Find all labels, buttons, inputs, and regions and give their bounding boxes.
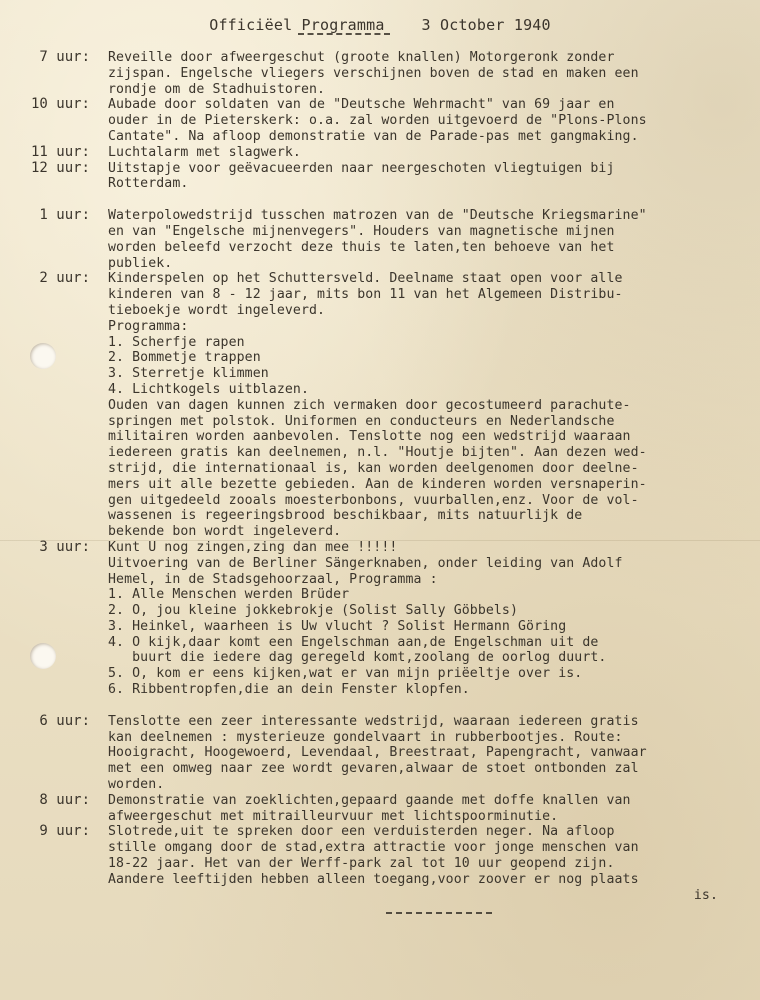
entry-time: 11 uur: [30, 143, 90, 160]
entry-line: Uitvoering van de Berliner Sängerknaben, onder leiding van Adolf [108, 555, 623, 571]
entry-line: strijd, die internationaal is, kan worden deelgenomen door deelne- [108, 460, 639, 476]
entry-line: mers uit alle bezette gebieden. Aan de kinderen worden versnaperin- [108, 476, 647, 492]
program-entry [0, 50, 760, 97]
entry-line: Reveille door afweergeschut (groote knallen) Motorgeronk zonder [108, 50, 615, 65]
entry-line: afweergeschut met mitrailleurvuur met lichtspoorminutie. [108, 808, 559, 824]
title-underline [298, 33, 390, 35]
program-entry [0, 824, 760, 903]
entry-line: 1. Alle Menschen werden Brüder [108, 587, 350, 603]
entry-line: stille omgang door de stad,extra attractie voor jonge menschen van [108, 840, 639, 856]
entry-text [108, 50, 748, 97]
entry-time: 1 uur: [39, 207, 90, 224]
entry-line: Uitstapje voor geëvacueerden naar neergeschoten vliegtuigen bij [108, 160, 615, 176]
document-title: Officiëel Programma 3 October 1940 [209, 16, 551, 34]
entry-text [108, 208, 748, 271]
program-entry [0, 793, 760, 825]
entry-line: 4. Lichtkogels uitblazen. [108, 381, 309, 397]
entry-line: Hemel, in de Stadsgehoorzaal, Programma : [108, 571, 438, 587]
entry-line: Demonstratie van zoeklichten,gepaard gaande met doffe knallen van [108, 792, 631, 808]
entry-line: 3. Sterretje klimmen [108, 366, 269, 382]
entry-line: worden. [108, 777, 165, 793]
entry-time: 9 uur: [39, 823, 90, 840]
entry-line: Cantate". Na afloop demonstratie van de Parade-pas met gangmaking. [108, 128, 639, 144]
program-entry [0, 97, 760, 144]
entry-line: Programma: [108, 318, 189, 334]
entry-time: 8 uur: [39, 791, 90, 808]
entry-line: 18-22 jaar. Het van der Werff-park zal tot 10 uur geopend zijn. [108, 856, 615, 872]
entry-text [108, 793, 748, 825]
entry-line: Tenslotte een zeer interessante wedstrijd, waaraan iedereen gratis [108, 713, 639, 729]
entry-time: 3 uur: [39, 538, 90, 555]
entry-text [108, 824, 748, 903]
entry-time: 7 uur: [39, 49, 90, 65]
entry-time: 10 uur: [30, 96, 90, 113]
entry-line: worden beleefd verzocht deze thuis te laten,ten behoeve van het [108, 239, 615, 255]
entry-line: militairen worden aanbevolen. Tenslotte nog een wedstrijd waaraan [108, 429, 631, 445]
entry-line: Waterpolowedstrijd tusschen matrozen van de "Deutsche Kriegsmarine" [108, 208, 647, 224]
entry-time: 6 uur: [39, 712, 90, 729]
program-list [0, 50, 760, 903]
entry-line: publiek. [108, 255, 173, 271]
entry-line: 2. O, jou kleine jokkebrokje (Solist Sally Göbbels) [108, 603, 519, 619]
entry-line: 1. Scherfje rapen [108, 334, 245, 350]
entry-time: 12 uur: [30, 159, 90, 176]
entry-line: 2. Bommetje trappen [108, 350, 261, 366]
entry-line: buurt die iedere dag geregeld komt,zoolang de oorlog duurt. [108, 650, 607, 666]
entry-line: Hooigracht, Hoogewoerd, Levendaal, Breestraat, Papengracht, vanwaar [108, 745, 647, 761]
entry-line: 3. Heinkel, waarheen is Uw vlucht ? Solist Hermann Göring [108, 618, 567, 634]
entry-line: rondje om de Stadhuistoren. [108, 81, 326, 97]
entry-line: Kunt U nog zingen,zing dan mee !!!!! [108, 539, 398, 555]
program-entry [0, 161, 760, 193]
entry-line: wassenen is regeeringsbrood beschikbaar, mits natuurlijk de [108, 508, 583, 524]
entry-line: 6. Ribbentropfen,die an dein Fenster klopfen. [108, 682, 470, 698]
entry-line: springen met polstok. Uniformen en conducteurs en Nederlandsche [108, 413, 615, 429]
entry-line: 4. O kijk,daar komt een Engelschman aan,de Engelschman uit de [108, 634, 599, 650]
entry-text [108, 161, 748, 193]
entry-text [108, 97, 748, 144]
entry-time: 2 uur: [39, 270, 90, 287]
entry-line: Kinderspelen op het Schuttersveld. Deelname staat open voor alle [108, 271, 623, 287]
program-entry [0, 540, 760, 698]
entry-line: 5. O, kom er eens kijken,wat er van mijn priëeltje over is. [108, 666, 583, 682]
entry-line: Rotterdam. [108, 176, 189, 192]
entry-line: zijspan. Engelsche vliegers verschijnen boven de stad en maken een [108, 65, 639, 81]
program-entry [0, 271, 760, 540]
program-entry [0, 145, 760, 161]
closing-rule [386, 912, 492, 914]
entry-line: met een omweg naar zee wordt gevaren,alwaar de stoet ontbonden zal [108, 761, 639, 777]
entry-line: Aandere leeftijden hebben alleen toegang,voor zoover er nog plaats [108, 871, 639, 887]
entry-line: Ouden van dagen kunnen zich vermaken door gecostumeerd parachute- [108, 397, 631, 413]
entry-line: Aubade door soldaten van de "Deutsche Wehrmacht" van 69 jaar en [108, 97, 615, 113]
entry-line: tieboekje wordt ingeleverd. [108, 302, 326, 318]
entry-line: kan deelnemen : mysterieuze gondelvaart in rubberbootjes. Route: [108, 729, 623, 745]
entry-line: bekende bon wordt ingeleverd. [108, 524, 342, 540]
entry-line: is. [693, 887, 718, 903]
entry-text [108, 271, 748, 540]
entry-line: iedereen gratis kan deelnemen, n.l. "Houtje bijten". Aan dezen wed- [108, 445, 647, 461]
entry-line: gen uitgedeeld zooals moesterbonbons, vuurballen,enz. Voor de vol- [108, 492, 639, 508]
program-entry [0, 208, 760, 271]
entry-line: kinderen van 8 - 12 jaar, mits bon 11 van het Algemeen Distribu- [108, 287, 623, 303]
entry-line: en van "Engelsche mijnenvegers". Houders van magnetische mijnen [108, 223, 615, 239]
program-entry [0, 714, 760, 793]
entry-text [108, 714, 748, 793]
entry-line: Slotrede,uit te spreken door een verduisterden neger. Na afloop [108, 824, 615, 840]
entry-line: Luchtalarm met slagwerk. [108, 144, 301, 160]
entry-text [108, 540, 748, 698]
entry-text [108, 145, 748, 161]
entry-line: ouder in de Pieterskerk: o.a. zal worden uitgevoerd de "Plons-Plons [108, 113, 647, 129]
